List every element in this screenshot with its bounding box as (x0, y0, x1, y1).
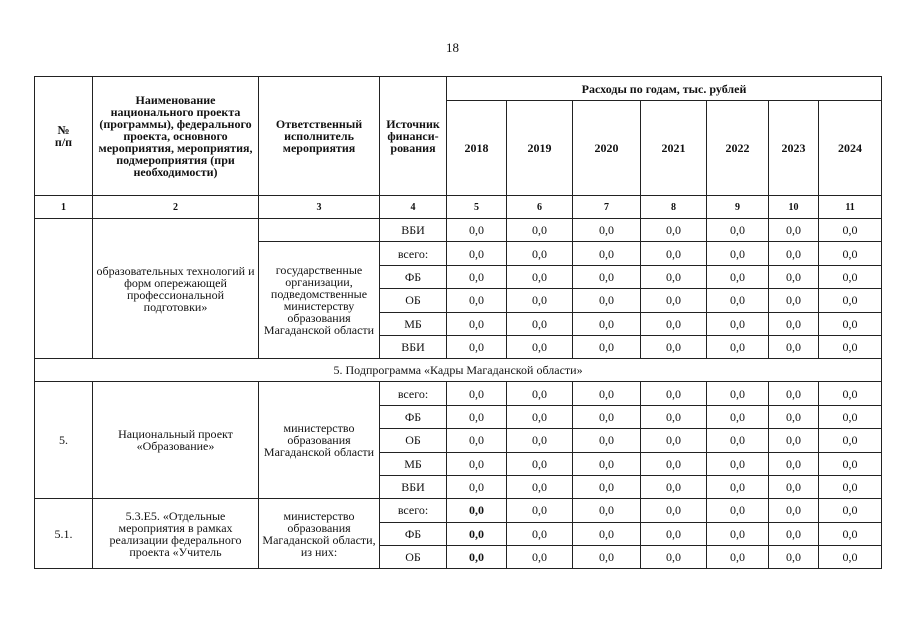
value-cell: 0,0 (447, 219, 507, 242)
value-cell: 0,0 (641, 452, 707, 475)
value-cell: 0,0 (507, 405, 573, 428)
executor-cell: государственные организации, подведомственные министерству образования Магаданской области (259, 242, 380, 359)
value-cell: 0,0 (819, 335, 882, 358)
value-cell: 0,0 (819, 289, 882, 312)
table-row (35, 382, 882, 405)
value-cell: 0,0 (573, 219, 641, 242)
year-header: 2018 (447, 101, 507, 196)
value-cell: 0,0 (769, 499, 819, 522)
value-cell: 0,0 (769, 475, 819, 498)
column-number: 3 (259, 196, 380, 219)
value-cell: 0,0 (573, 522, 641, 545)
value-cell: 0,0 (447, 546, 507, 569)
value-cell: 0,0 (819, 312, 882, 335)
value-cell: 0,0 (819, 546, 882, 569)
table-row (35, 499, 882, 522)
column-number: 6 (507, 196, 573, 219)
value-cell: 0,0 (507, 219, 573, 242)
year-header: 2022 (707, 101, 769, 196)
header-name: Наименование национального проекта (программы), федерального проекта, основного мероприятия, мероприятия, подмероприятия (при необходимости) (93, 77, 259, 196)
value-cell: 0,0 (707, 335, 769, 358)
header-expenses: Расходы по годам, тыс. рублей (447, 77, 882, 101)
year-header: 2020 (573, 101, 641, 196)
value-cell: 0,0 (573, 335, 641, 358)
value-cell: 0,0 (447, 265, 507, 288)
value-cell: 0,0 (573, 499, 641, 522)
value-cell: 0,0 (769, 522, 819, 545)
value-cell: 0,0 (507, 452, 573, 475)
value-cell: 0,0 (447, 335, 507, 358)
source-cell: ВБИ (380, 335, 447, 358)
column-number: 7 (573, 196, 641, 219)
executor-cell (259, 219, 380, 242)
value-cell: 0,0 (573, 242, 641, 265)
value-cell: 0,0 (573, 265, 641, 288)
value-cell: 0,0 (507, 335, 573, 358)
value-cell: 0,0 (707, 429, 769, 452)
value-cell: 0,0 (507, 265, 573, 288)
header-executor: Ответственный исполнитель мероприятия (259, 77, 380, 196)
value-cell: 0,0 (447, 475, 507, 498)
value-cell: 0,0 (507, 312, 573, 335)
value-cell: 0,0 (769, 242, 819, 265)
source-cell: ОБ (380, 546, 447, 569)
value-cell: 0,0 (573, 382, 641, 405)
value-cell: 0,0 (573, 312, 641, 335)
source-cell: ВБИ (380, 219, 447, 242)
value-cell: 0,0 (819, 219, 882, 242)
year-header: 2024 (819, 101, 882, 196)
source-cell: ОБ (380, 289, 447, 312)
value-cell: 0,0 (769, 429, 819, 452)
executor-cell: министерство образования Магаданской области, из них: (259, 499, 380, 569)
value-cell: 0,0 (819, 452, 882, 475)
value-cell: 0,0 (819, 429, 882, 452)
source-cell: всего: (380, 242, 447, 265)
column-number: 2 (93, 196, 259, 219)
value-cell: 0,0 (641, 265, 707, 288)
executor-cell: министерство образования Магаданской области (259, 382, 380, 499)
source-cell: всего: (380, 382, 447, 405)
value-cell: 0,0 (707, 452, 769, 475)
value-cell: 0,0 (573, 405, 641, 428)
source-cell: ФБ (380, 405, 447, 428)
value-cell: 0,0 (641, 312, 707, 335)
value-cell: 0,0 (447, 289, 507, 312)
row-num-cell: 5. (35, 382, 93, 499)
value-cell: 0,0 (819, 405, 882, 428)
value-cell: 0,0 (707, 499, 769, 522)
budget-table (34, 76, 882, 569)
value-cell: 0,0 (769, 546, 819, 569)
source-cell: ВБИ (380, 475, 447, 498)
value-cell: 0,0 (573, 475, 641, 498)
column-number: 5 (447, 196, 507, 219)
value-cell: 0,0 (769, 219, 819, 242)
header-num: № п/п (35, 77, 93, 196)
name-cell: Национальный проект «Образование» (93, 382, 259, 499)
value-cell: 0,0 (507, 475, 573, 498)
value-cell: 0,0 (769, 405, 819, 428)
value-cell: 0,0 (707, 475, 769, 498)
column-number: 4 (380, 196, 447, 219)
source-cell: МБ (380, 452, 447, 475)
value-cell: 0,0 (573, 289, 641, 312)
value-cell: 0,0 (447, 405, 507, 428)
value-cell: 0,0 (819, 242, 882, 265)
column-number: 9 (707, 196, 769, 219)
column-number: 1 (35, 196, 93, 219)
year-header: 2019 (507, 101, 573, 196)
value-cell: 0,0 (507, 499, 573, 522)
value-cell: 0,0 (769, 265, 819, 288)
value-cell: 0,0 (819, 382, 882, 405)
source-cell: всего: (380, 499, 447, 522)
column-number: 10 (769, 196, 819, 219)
value-cell: 0,0 (573, 546, 641, 569)
value-cell: 0,0 (819, 499, 882, 522)
value-cell: 0,0 (507, 522, 573, 545)
value-cell: 0,0 (447, 499, 507, 522)
value-cell: 0,0 (819, 265, 882, 288)
value-cell: 0,0 (641, 522, 707, 545)
value-cell: 0,0 (769, 382, 819, 405)
value-cell: 0,0 (769, 335, 819, 358)
value-cell: 0,0 (707, 312, 769, 335)
value-cell: 0,0 (769, 452, 819, 475)
page-number: 18 (446, 40, 459, 55)
value-cell: 0,0 (507, 289, 573, 312)
value-cell: 0,0 (641, 242, 707, 265)
value-cell: 0,0 (507, 242, 573, 265)
column-number: 8 (641, 196, 707, 219)
row-num-cell: 5.1. (35, 499, 93, 569)
value-cell: 0,0 (641, 219, 707, 242)
source-cell: ОБ (380, 429, 447, 452)
value-cell: 0,0 (707, 522, 769, 545)
value-cell: 0,0 (641, 382, 707, 405)
value-cell: 0,0 (573, 452, 641, 475)
value-cell: 0,0 (641, 546, 707, 569)
value-cell: 0,0 (707, 219, 769, 242)
value-cell: 0,0 (819, 522, 882, 545)
value-cell: 0,0 (447, 429, 507, 452)
subprogram-row (35, 359, 882, 382)
value-cell: 0,0 (707, 382, 769, 405)
value-cell: 0,0 (641, 499, 707, 522)
row-num-cell (35, 219, 93, 359)
name-cell: 5.3.Е5. «Отдельные мероприятия в рамках реализации федерального проекта «Учитель (93, 499, 259, 569)
table-row (35, 219, 882, 242)
value-cell: 0,0 (641, 429, 707, 452)
subprogram-title: 5. Подпрограмма «Кадры Магаданской области» (35, 359, 882, 382)
value-cell: 0,0 (447, 312, 507, 335)
value-cell: 0,0 (447, 382, 507, 405)
year-header: 2021 (641, 101, 707, 196)
value-cell: 0,0 (507, 382, 573, 405)
column-number: 11 (819, 196, 882, 219)
value-cell: 0,0 (769, 289, 819, 312)
value-cell: 0,0 (641, 335, 707, 358)
name-cell: образовательных технологий и форм опережающей профессиональной подготовки» (93, 219, 259, 359)
value-cell: 0,0 (507, 429, 573, 452)
header-source: Источник финанси-рования (380, 77, 447, 196)
value-cell: 0,0 (707, 405, 769, 428)
year-header: 2023 (769, 101, 819, 196)
value-cell: 0,0 (447, 522, 507, 545)
value-cell: 0,0 (641, 405, 707, 428)
source-cell: ФБ (380, 265, 447, 288)
value-cell: 0,0 (447, 452, 507, 475)
value-cell: 0,0 (447, 242, 507, 265)
value-cell: 0,0 (707, 289, 769, 312)
value-cell: 0,0 (769, 312, 819, 335)
value-cell: 0,0 (707, 242, 769, 265)
value-cell: 0,0 (641, 289, 707, 312)
value-cell: 0,0 (573, 429, 641, 452)
value-cell: 0,0 (707, 546, 769, 569)
value-cell: 0,0 (507, 546, 573, 569)
value-cell: 0,0 (641, 475, 707, 498)
value-cell: 0,0 (819, 475, 882, 498)
source-cell: МБ (380, 312, 447, 335)
source-cell: ФБ (380, 522, 447, 545)
value-cell: 0,0 (707, 265, 769, 288)
